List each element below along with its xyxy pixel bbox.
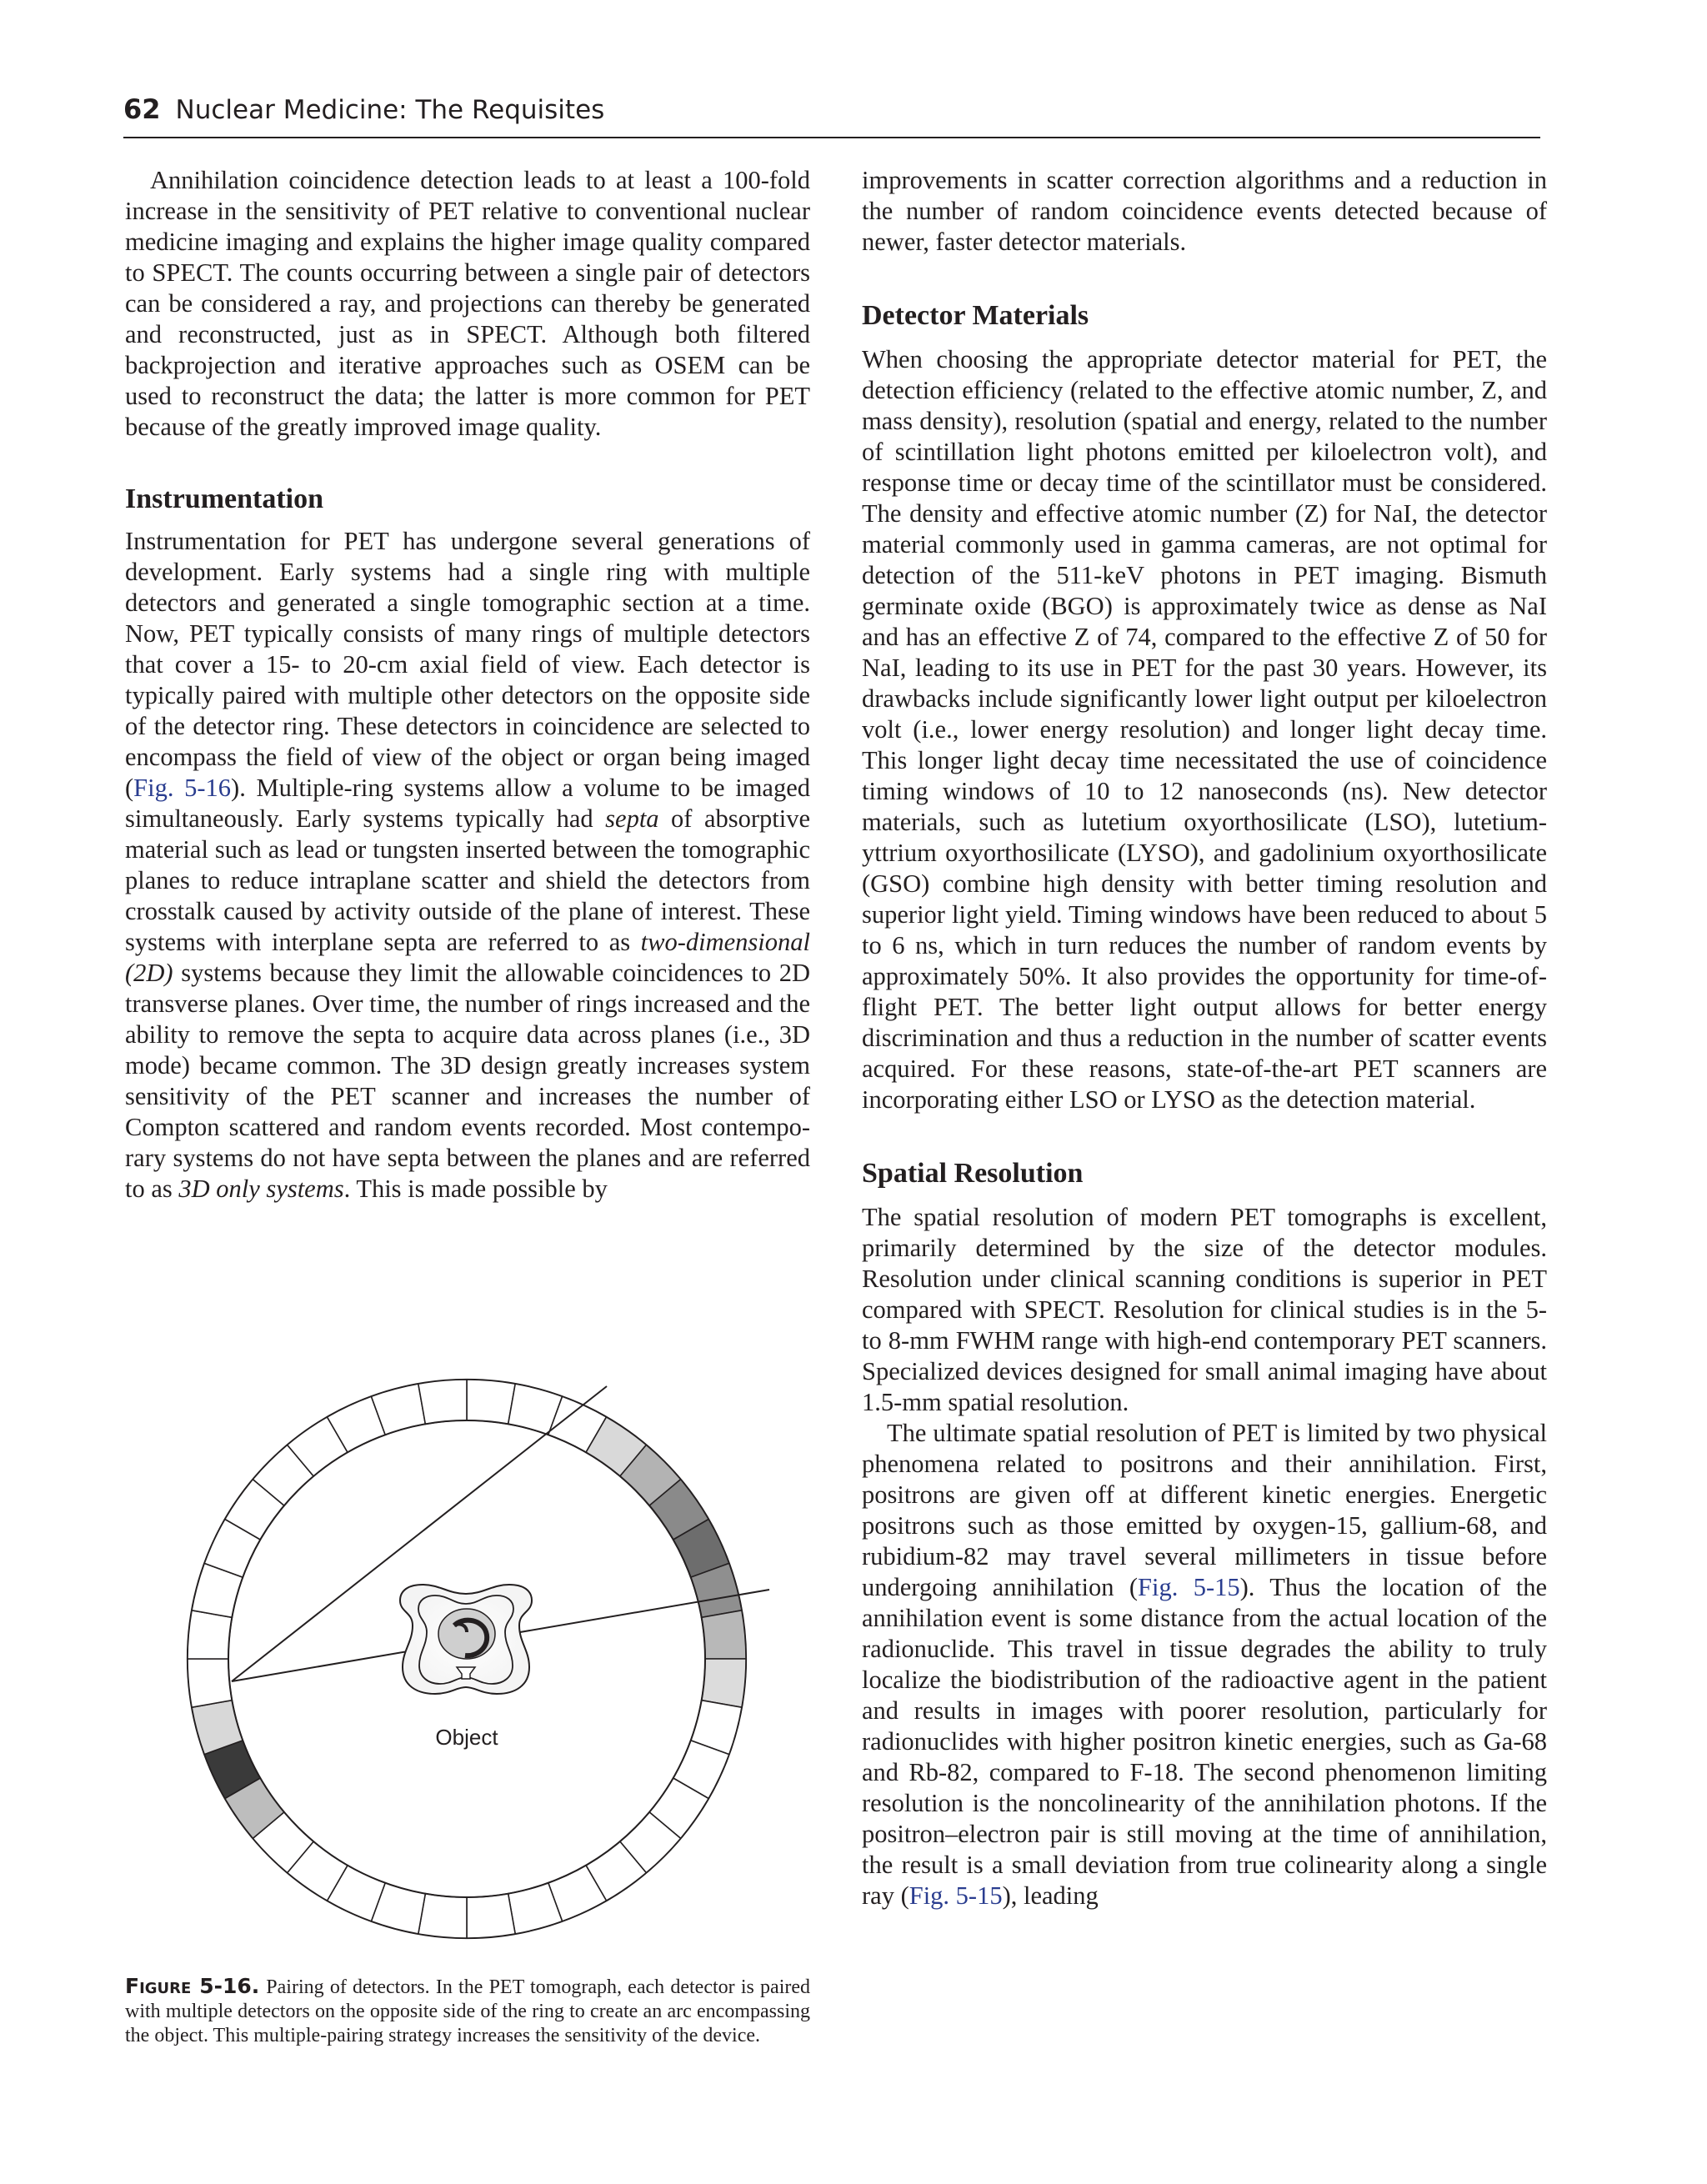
- paragraph: [125, 526, 810, 1205]
- text-run: ), leading: [1002, 1881, 1099, 1910]
- italic-term: septa: [605, 804, 659, 833]
- header-rule: [123, 137, 1540, 138]
- caption-text: Pairing of detectors. In the PET tomograph, each detector is paired with multiple detectors on the opposite side of the ring to create an arc encompassing the object. This multiple-pairing strategy increases the sensitivity of the device.: [125, 1976, 811, 2046]
- text-run: . This is made possible by: [343, 1175, 608, 1203]
- right-column: [862, 165, 1547, 1911]
- figure-label: Figure 5-16.: [125, 1974, 260, 1998]
- paragraph: Annihilation coincidence detection leads to at least a 100-fold increase in the sensitivity of PET relative to conventional nuclear medicine imaging and explains the higher image quality compared to SPECT. The counts occurring between a single pair of detectors can be considered a ray, and projections can thereby be generated and reconstructed, just as in SPECT. Although both filtered backprojection and iterative approaches such as OSEM can be used to reconstruct the data; the latter is more common for PET because of the greatly improved image quality.: [125, 166, 810, 441]
- detector-element: [188, 1659, 232, 1707]
- section-heading-detector-materials: Detector Materials: [862, 300, 1089, 331]
- page-number: 62: [123, 93, 161, 125]
- object-cross-section: [400, 1585, 532, 1694]
- text-run: ). Multiple-ring systems allow a volume to be imaged simultaneously. Early systems typically had: [125, 774, 810, 833]
- paragraph: When choosing the appropriate detector material for PET, the detection efficiency (related to the effective atomic number, Z, and mass density), resolution (spatial and energy, related to the number of scintillation light photons emitted per kiloelectron volt), and response time or decay time of the scintillator must be considered. The density and effective atomic number (Z) for NaI, the detector material commonly used in gamma cameras, are not optimal for detection of the 511-keV photons in PET imaging. Bismuth germinate oxide (BGO) is approximately twice as dense as NaI and has an effective Z of 74, compared to the effective Z of 50 for NaI, leading to its use in PET for the past 30 years. However, its drawbacks include significantly lower light output per kiloelectron volt (i.e., lower energy resolution) and longer light decay time. This longer light decay time necessitated the use of coincidence timing windows of 10 to 12 nanoseconds (ns). New detector materials, such as lutetium oxyorthosilicate (LSO), lutetium-yttrium oxyorthosilicate (LYSO), and gadolinium oxyorthosilicate (GSO) combine high density with better timing resolution and superior light yield. Timing windows have been reduced to about 5 to 6 ns, which in turn reduces the number of random events by approximately 50%. It also provides the opportunity for time-of-flight PET. The better light output allows for better energy discrimination and thus a reduction in the number of scatter events acquired. For these reasons, state-of-the-art PET scanners are incorporating either LSO or LYSO as the detection material.: [862, 345, 1547, 1114]
- italic-term: 3D only systems: [178, 1175, 344, 1203]
- paragraph: The spatial resolution of modern PET tomographs is excellent, primarily determined by the size of the detector modules. Resolution under clinical scanning conditions is superior in PET compared with SPECT. Resolution for clinical studies is in the 5- to 8-mm FWHM range with high-end contemporary PET scanners. Specialized devices designed for small animal imaging have about 1.5-mm spatial resolution.: [862, 1203, 1547, 1416]
- paragraph: [862, 1418, 1547, 1911]
- detector-element: [702, 1610, 746, 1659]
- figure-reference-link[interactable]: Fig. 5-15: [1138, 1573, 1240, 1601]
- text-run: Instrumentation for PET has undergone several generations of development. Early systems had a single ring with multiple detectors and generated a single tomographic section at a time. Now, PET typically consists of many rings of multiple detectors that cover a 15- to 20-cm axial field of view. Each detector is typically paired with multiple other detectors on the opposite side of the detector ring. These detectors in coincidence are selected to encompass the field of view of the object or organ being imaged (: [125, 527, 810, 802]
- paragraph: improvements in scatter correction algorithms and a reduction in the number of random coincidence events detected because of newer, faster detector materials.: [862, 166, 1547, 256]
- detector-element: [467, 1380, 515, 1424]
- text-run: ). Thus the location of the annihilation event is some distance from the actual location of the radionuclide. This travel in tissue degrades the ability to truly localize the biodistribution of the radioactive agent in the patient and results in images with poorer resolution, particularly for radionuclides with higher positron kinetic energies, such as Ga-68 and Rb-82, compared to F-18. The second phenomenon limiting resolution is the noncolinearity of the annihilation photons. If the positron–electron pair is still moving at the time of annihilation, the result is a small deviation from true colinearity along a single ray (: [862, 1573, 1548, 1910]
- detector-element: [467, 1894, 515, 1938]
- text-run: systems because they limit the allowable coincidences to 2D transverse planes. Over time, the number of rings increased and the ability to remove the septa to acquire data across planes (i.e., 3D mode) became common. The 3D design greatly increases system sensitivity of the PET scanner and increases the number of Compton scattered and random events recorded. Most contemporary systems do not have septa between the planes and are referred to as: [125, 959, 810, 1203]
- figure-5-16: [125, 1375, 810, 1959]
- detector-element: [188, 1610, 232, 1659]
- object-label: Object: [435, 1725, 498, 1750]
- figure-reference-link[interactable]: Fig. 5-16: [133, 774, 232, 802]
- detector-element: [418, 1380, 467, 1424]
- figure-reference-link[interactable]: Fig. 5-15: [909, 1881, 1003, 1910]
- section-heading-instrumentation: Instrumentation: [125, 483, 324, 514]
- figure-caption: [125, 1974, 810, 2048]
- text-run: The ultimate spatial resolution of PET is limited by two physical phenomena related to positrons and their annihilation. First, positrons are given off at different kinetic energies. Energetic positrons such as those emitted by oxygen-15, gallium-68, and rubidium-82 may travel several millimeters in tissue before undergoing annihilation (: [862, 1419, 1547, 1601]
- detector-element: [418, 1894, 467, 1938]
- book-title: Nuclear Medicine: The Requisites: [175, 95, 605, 125]
- section-heading-spatial-resolution: Spatial Resolution: [862, 1158, 1084, 1189]
- italic-term: two-dimensional (2D): [125, 928, 810, 987]
- left-column: [125, 165, 810, 1205]
- detector-ring-diagram: [125, 1375, 810, 1959]
- text-run: of absorptive material such as lead or tungsten inserted between the tomographic planes to reduce intraplane scatter and shield the detectors from crosstalk caused by activity outside of the plane of interest. These systems with interplane septa are referred to as: [125, 804, 810, 956]
- detector-element: [702, 1659, 746, 1707]
- running-head: [123, 93, 1540, 137]
